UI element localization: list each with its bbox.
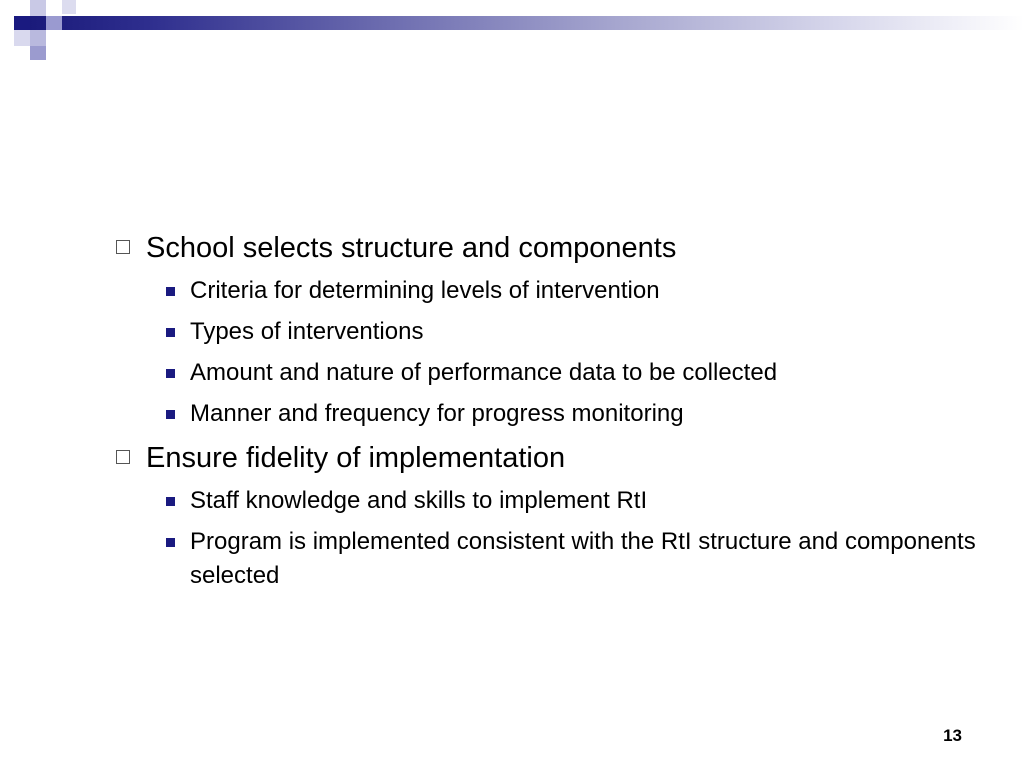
- slide-body: [112, 228, 992, 600]
- filled-square-bullet-icon: [166, 328, 175, 337]
- bullet-text: Ensure fidelity of implementation: [146, 442, 566, 474]
- decor-square-icon: [14, 16, 30, 30]
- filled-square-bullet-icon: [166, 410, 175, 419]
- bullet-level2: [112, 356, 992, 390]
- decor-square-icon: [14, 30, 30, 46]
- bullet-level2: [112, 397, 992, 431]
- bullet-level1: [112, 228, 992, 268]
- bullet-text: Types of interventions: [190, 318, 424, 345]
- hollow-square-bullet-icon: [116, 450, 130, 464]
- filled-square-bullet-icon: [166, 538, 175, 547]
- bullet-level2: [112, 484, 992, 518]
- header-gradient-bar: [28, 16, 1024, 30]
- filled-square-bullet-icon: [166, 287, 175, 296]
- decor-square-icon: [30, 0, 46, 16]
- decor-square-icon: [30, 30, 46, 46]
- bullet-level2: [112, 274, 992, 308]
- decor-square-icon: [30, 46, 46, 60]
- bullet-level2: [112, 525, 992, 593]
- decor-square-icon: [46, 16, 62, 30]
- sub-bullet-list: [112, 274, 992, 431]
- bullet-text: Program is implemented consistent with the RtI structure and components selected: [190, 528, 976, 589]
- page-number: 13: [943, 726, 962, 745]
- filled-square-bullet-icon: [166, 369, 175, 378]
- sub-bullet-list: [112, 484, 992, 593]
- bullet-text: School selects structure and components: [146, 232, 677, 264]
- bullet-level1: [112, 438, 992, 478]
- hollow-square-bullet-icon: [116, 240, 130, 254]
- filled-square-bullet-icon: [166, 497, 175, 506]
- decor-square-icon: [62, 0, 76, 14]
- bullet-text: Manner and frequency for progress monitoring: [190, 400, 684, 427]
- bullet-text: Staff knowledge and skills to implement RtI: [190, 487, 648, 514]
- bullet-text: Amount and nature of performance data to be collected: [190, 359, 778, 386]
- bullet-text: Criteria for determining levels of intervention: [190, 277, 660, 304]
- bullet-level2: [112, 315, 992, 349]
